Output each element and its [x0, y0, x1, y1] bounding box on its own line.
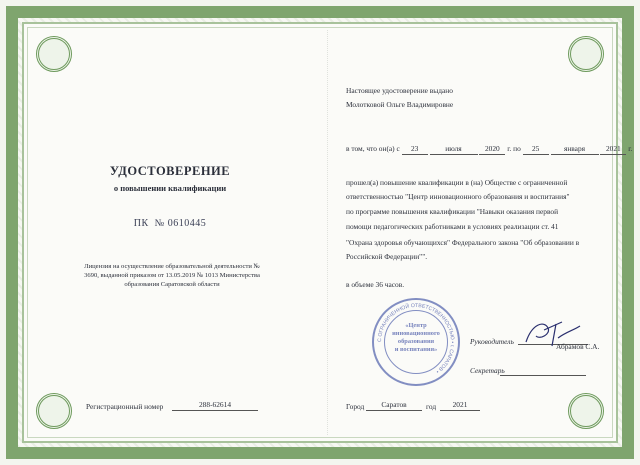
period-prefix: в том, что он(а) с [346, 144, 400, 153]
license-text: Лицензия на осуществление образовательной деятельности № 3690, выданной приказом от 13.05.2019 № 1013 Министерства образования Саратовской области [84, 263, 260, 288]
year-abbr: г. [628, 144, 633, 153]
ornament-corner-icon [36, 36, 72, 72]
registration-number-field [172, 400, 258, 411]
certificate-inner-frame [22, 22, 618, 443]
training-line: помощи педагогических работниками в условиях реализации ст. 41 [346, 222, 559, 231]
seal-center-text: «Центр инновационного образования и воспитания» [392, 322, 440, 353]
head-name: Абрамов С.А. [556, 342, 600, 351]
secretary-label: Секретарь [470, 366, 505, 375]
registration-number: 288-62614 [172, 400, 258, 411]
to-month: января [551, 144, 599, 155]
secretary-signature-line [500, 374, 586, 376]
page-fold [327, 30, 328, 435]
series: ПК [133, 218, 149, 229]
organization-seal [372, 298, 460, 386]
year-field [440, 400, 480, 411]
certificate-subtitle: о повышении квалификации [113, 183, 227, 193]
city-field [366, 400, 422, 411]
volume [346, 280, 404, 290]
year-abbr: г. [507, 144, 512, 153]
number-value: 0610445 [167, 218, 207, 229]
ornament-corner-icon [36, 393, 72, 429]
year-label: год [426, 402, 437, 411]
from-year: 2020 [479, 144, 505, 155]
training-line: прошел(а) повышение квалификации в (на) Обществе с ограниченной [346, 178, 568, 187]
year-value: 2021 [440, 400, 480, 411]
to-day: 25 [523, 144, 549, 155]
from-month: июля [430, 144, 478, 155]
volume-label: в объеме [346, 280, 374, 289]
training-period [346, 144, 632, 155]
to-year: 2021 [600, 144, 626, 155]
seal-ring-text: С ОГРАНИЧЕННОЙ ОТВЕТСТВЕННОСТЬЮ • г. САРАТОВ • [376, 302, 456, 375]
training-line: по программе повышения квалификации "Навыки оказания первой [346, 207, 559, 216]
registration-label: Регистрационный номер [86, 402, 164, 411]
period-by: по [513, 144, 521, 153]
ornament-corner-icon [568, 393, 604, 429]
city-label: Город [346, 402, 365, 411]
head-label: Руководитель [470, 337, 514, 346]
certificate-number [120, 218, 220, 229]
issued-to-label: Настоящее удостоверение выдано [346, 86, 453, 95]
city-value: Саратов [366, 400, 422, 411]
ornament-corner-icon [568, 36, 604, 72]
training-line: Российской Федерации"". [346, 252, 428, 261]
certificate-title: УДОСТОВЕРЕНИЕ [109, 164, 231, 178]
training-line: ответственностью "Центр инновационного образования и воспитания" [346, 192, 570, 201]
training-line: "Охрана здоровья обучающихся" Федерального закона "Об образовании в [346, 238, 580, 247]
volume-value: 36 часов. [375, 280, 405, 289]
from-day: 23 [402, 144, 428, 155]
number-sign: № [154, 218, 165, 229]
recipient-name: Молотковой Ольге Владимировне [346, 100, 454, 109]
